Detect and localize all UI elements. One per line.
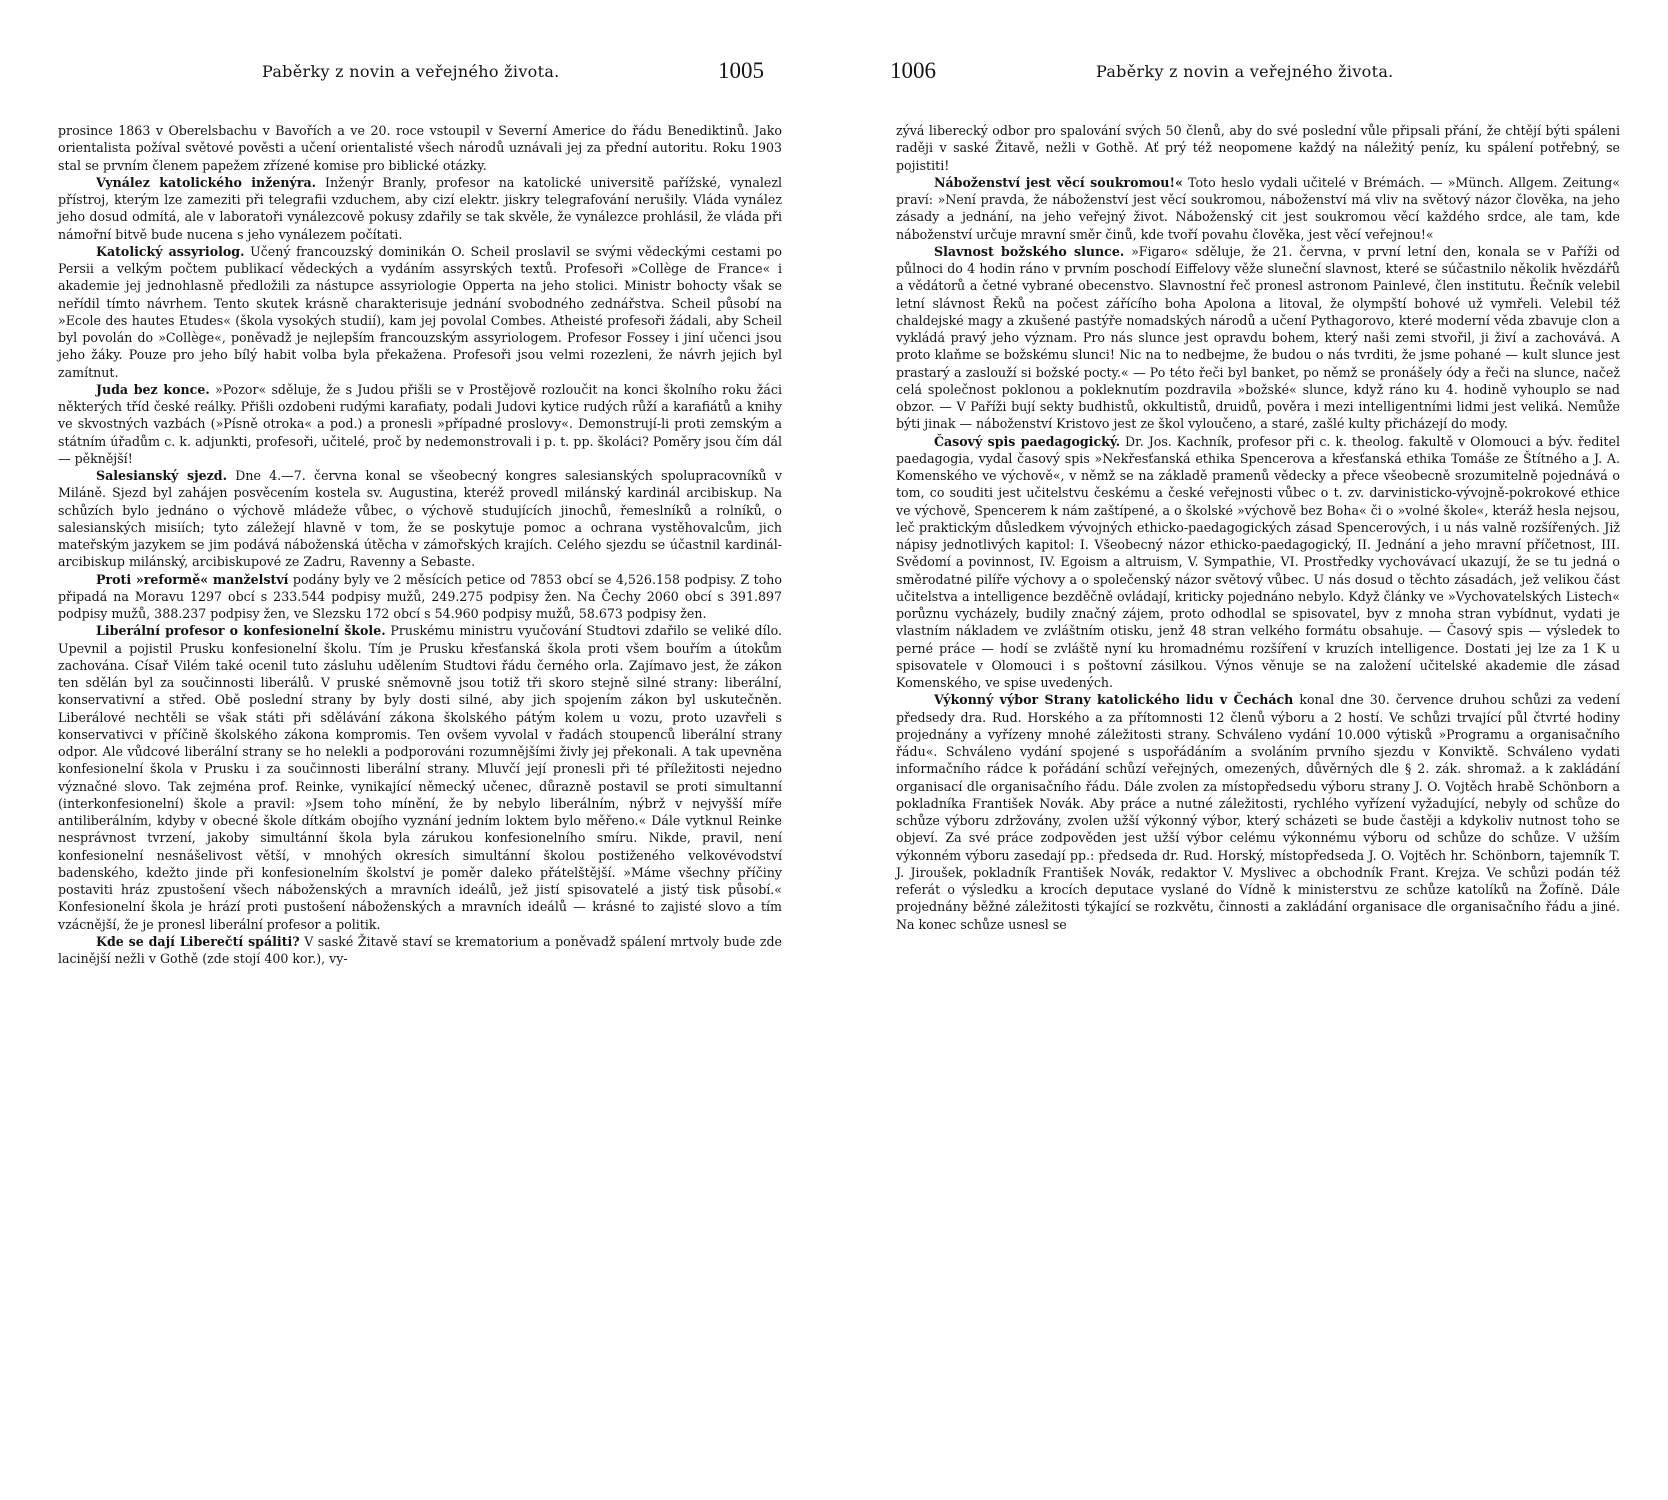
- running-head-left: Paběrky z novin a veřejného života.: [262, 62, 560, 81]
- article-paragraph: [58, 571, 782, 623]
- article-paragraph: [58, 933, 782, 968]
- article-paragraph: [896, 243, 1620, 433]
- article-paragraph: [58, 122, 782, 174]
- article-text: Dne 4.—7. června konal se všeobecný kongres salesianských spolupracovníků v Miláně. Sjezd byl zahájen posvěcením kostela sv. Augustina, kteréž provedl milánský kardinál arcibiskup. Na schůzích bylo jednáno o výchově mládeže vůbec, o výchově studujících jinochů, řemeslníků a rolníků, o salesianských misiích; tyto záležejí hlavně v tom, že se poskytuje pomoc a ochrana vystěhovalcům, jich mateřským jazykem se jim podává náboženská útěcha v zámořských krajích. Celého sjezdu se účastnil kardinál-arcibiskup milánský, arcibiskupové ze Zadru, Ravenny a Sebaste.: [58, 468, 782, 570]
- article-heading: Liberální profesor o konfesionelní škole.: [96, 623, 386, 639]
- article-paragraph: [58, 467, 782, 571]
- article-paragraph: [896, 691, 1620, 933]
- article-text: »Figaro« sděluje, že 21. června, v první letní den, konala se v Paříži od půlnoci do 4 hodin ráno v prvním poschodí Eiffelovy věže sluneční slavnost, které se súčastnilo několik hvězdářů a vědátorů a četné vybrané obecenstvo. Slavnostní řeč pronesl astronom Painlevé, člen institutu. Řečník velebil letní slávnost Řeků na počest zářícího boha Apolona a litoval, že olympští bohové už vymřeli. Velebil též chaldejské magy a zkušené pastýře nomadských národů a učení Pythagorovo, které moderní věda zbavuje clon a vykládá pravý jeho význam. Pro nás slunce jest opravdu bohem, který naši zemi stvořil, ji živí a zachovává. A proto klaňme se božskému slunci! Nic na to nedbejme, že budou o nás tvrditi, že jsme pohané — kult slunce jest prastarý a zaslouží si božské pocty.« — Po této řeči byl banket, po němž se pronášely ódy a řeči na slunce, načež celá společnost poklonou a pokleknutím pozdravila »božské« slunce, když ráno ku 4. hodině vyhouplo se nad obzor. — V Paříži bují sekty budhistů, okkultistů, druidů, pověra i mezi intelligentními lidmi jest veliká. Nemůže býti jinak — náboženství Kristovo jest ze škol vyloučeno, a staré, zašlé kulty přicházejí do mody.: [896, 243, 1620, 432]
- article-text: podány byly ve 2 měsících petice od 7853 obcí se 4,526.158 podpisy. Z toho připadá na Moravu 1297 obcí s 233.544 podpisy mužů, 249.275 podpisy žen. Na Čechy 2060 obcí s 391.897 podpisy mužů, 388.237 podpisy žen, ve Slezsku 172 obcí s 54.960 podpisy mužů, 58.673 podpisy žen.: [58, 571, 782, 621]
- article-heading: Salesianský sjezd.: [96, 468, 227, 483]
- article-heading: Juda bez konce.: [96, 381, 210, 397]
- article-text: Učený francouzský dominikán O. Scheil proslavil se svými vědeckými cestami po Persii a velkým počtem publikací vědeckých a vydáním assyrských textů. Profesoři »Collège de France« i akademie jej jednohlasně předložili za nástupce assyriologie Opperta na jeho stolici. Ministr bohocty však se neřídil tímto návrhem. Tento skutek krásně charakterisuje jednání svobodného zednářstva. Scheil působí na »Ecole des hautes Etudes« (škola vysokých studií), kam jej povolal Combes. Atheisté profesoři žádali, aby Scheil byl povolán do »Collège«, poněvadž je nejlepším francouzským assyriologem. Profesor Fossey i jiní učenci jsou jeho žáky. Pouze pro jeho bílý habit volba byla překažena. Profesoři jsou velmi rozezleni, že návrh jejich byl zamítnut.: [58, 243, 783, 380]
- article-text: konal dne 30. července druhou schůzi za vedení předsedy dra. Rud. Horského a za přítomnosti 12 členů výboru a 2 hostí. Ve schůzi trvající půl čtvrté hodiny projednány a vyřízeny mnohé záležitosti strany. Schváleno vydání 10.000 výtisků »Programu a organisačního řádu«. Schváleno vydání spojené s uspořádáním a svoláním prvního sjezdu v Konviktě. Schváleno vydati informačního rádce k pořádání schůzí veřejných, omezených, důvěrných dle § 2. zák. shromaž. a k zakládání organisací dle organisačního řádu. Dále zvolen za místopředsedu výboru strany J. O. Vojtěch hrabě Schönborn a pokladníka František Novák. Aby práce a nutné záležitosti, rychlého vyřízení vyžadující, nebyly od schůze do schůze výboru zdržovány, zvolen užší výkonný výbor, který scházeti se bude častěji a kdykoliv nutnost toho se objeví. Za své práce zodpověden jest užší výbor celému výkonnému výboru od schůze do schůze. V užším výkonném výboru zasedají pp.: předseda dr. Rud. Horský, místopředseda J. O. Vojtěch hr. Schönborn, tajemník T. J. Jiroušek, pokladník František Novák, redaktor V. Myslivec a obchodník Frant. Krejza. Ve schůzi podán též referát o výsledku a krocích deputace vyslané do Vídně k ministerstvu ze schůze katolíků na Žofíně. Dále projednány běžné záležitosti týkající se rozkvětu, činnosti a zakládání organisace dle organisačního řádu a jiné. Na konec schůze usnesl se: [896, 692, 1620, 932]
- article-heading: Vynález katolického inženýra.: [96, 174, 317, 190]
- running-head-right: Paběrky z novin a veřejného života.: [1096, 62, 1394, 81]
- article-text: prosince 1863 v Oberelsbachu v Bavořích a ve 20. roce vstoupil v Severní Americe do řádu Benediktinů. Jako orientalista požíval světové pověsti a učení orientalisté všech národů uznávali jej za přední autoritu. Roku 1903 stal se prvním členem papežem zřízené komise pro biblické otázky.: [58, 123, 782, 173]
- article-heading: Slavnost božského slunce.: [934, 243, 1125, 259]
- article-text: Toto heslo vydali učitelé v Brémách. — »Münch. Allgem. Zeitung« praví: »Není pravda, že náboženství jest věcí soukromou, náboženství má vliv na světový názor člověka, na jeho zásady a jednání, na jeho veřejný život. Náboženský cit jest soukromou věcí každého srdce, ale tam, kde náboženství určuje mravní směr činů, kde tvoří povahu člověka, jest věcí veřejnou!«: [896, 174, 1620, 242]
- article-text: Dr. Jos. Kachník, profesor při c. k. theolog. fakultě v Olomouci a býv. ředitel paedagogia, vydal časový spis »Nekřesťanská ethika Spencerova a křesťanská ethika Tomáše ze Štítného a J. A. Komenského ve výchově«, v němž se na základě pramenů vědecky a přece všeobecně srozumitelně pojednává o tom, co souditi jest učitelstvu českému a české veřejnosti vůbec o t. zv. darvinisticko-vývojně-pokrokové ethice ve výchově, Spencerem k nám zaštípené, a o školské »výchově bez Boha« či o »volné škole«, kteráž hesla nejsou, leč praktickým důsledkem vývojných ethicko-paedagogických zásad Spencerových, i u nás valně rozšířených. Již nápisy jednotlivých kapitol: I. Všeobecný názor ethicko-paedagogický, II. Jednání a jeho mravní příčetnost, III. Svědomí a povinnost, IV. Egoism a altruism, V. Sympathie, VI. Prostředky vychovávací ukazují, že se tu jedná o směrodatné pilíře výchovy a o společenský názor světový vůbec. U nás dosud o těchto zásadách, jež velikou část učitelstva a intelligence bezděčně ovládají, kriticky pojednáno nebylo. Když články ve »Vychovatelských Listech« porůznu vycházely, budily značný zájem, proto odhodlal se spisovatel, byv z mnoha stran vybídnut, vydati je vlastním nákladem ve zvláštním otisku, jenž 48 stran velkého formátu obsahuje. — Časový spis — výsledek to perné práce — hodí se zvláště nyní ku hromadnému rozšíření v kruzích intelligence. Dostati jej lze za 1 K u spisovatele v Olomouci i s poštovní zásilkou. Výnos věnuje se na založení učitelské akademie dle zásad Komenského, ve spise uvedených.: [896, 433, 1620, 690]
- article-heading: Katolický assyriolog.: [96, 243, 245, 259]
- article-heading: Proti »reformě« manželství: [96, 571, 289, 587]
- article-heading: Kde se dají Liberečtí spáliti?: [96, 933, 300, 949]
- article-text: V saské Žitavě staví se krematorium a poněvadž spálení mrtvoly bude zde lacinější nežli v Gothě (zde stojí 400 kor.), vy-: [58, 933, 782, 966]
- article-paragraph: [896, 174, 1620, 243]
- article-paragraph: [58, 243, 782, 381]
- article-paragraph: [896, 433, 1620, 692]
- article-paragraph: [58, 622, 782, 933]
- article-heading: Časový spis paedagogický.: [934, 433, 1121, 449]
- article-text: Pruskému ministru vyučování Studtovi zdařilo se veliké dílo. Upevnil a pojistil Prusku konfesionelní školu. Tím je Prusku křesťanská škola proti všem bouřím a útokům zachována. Císař Vilém také ocenil tuto zásluhu udělením Studtovi řádu černého orla. Zajímavo jest, že zákon ten sdělán byl za součinnosti liberálů. V pruské sněmovně jsou totiž tři skoro stejně silné strany: liberální, konservativní a střed. Obě poslední strany by byly dosti silné, aby jich spojením zákon byl uskutečněn. Liberálové nechtěli se však státi při sdělávání zákona školského pátým kolem u vozu, proto uzavřeli s konservativci v příčině školského zákona kompromis. Ten ovšem vyvolal v řadách stoupenců liberální strany odpor. Ale vůdcové liberální strany se ho nelekli a podporováni rozumnějšími živly jej překonali. A tak upevněna konfesionelní škola v Prusku i za součinnosti liberální strany. Mluvčí její pronesli při té příležitosti nejedno význačné slovo. Tak zejména prof. Reinke, vynikající německý učenec, důrazně postavil se proti simultanní (interkonfesionelní) škole a pravil: »Jsem toho mínění, že by nebylo liberálním, nýbrž v nejvyšší míře antiliberálním, kdyby v obecné škole dítkám obojího vyznání jedním loktem bylo měřeno.« Dále vytknul Reinke nesprávnost tvrzení, jakoby simultánní škola byla zárukou konfesionelního smíru. Nikde, pravil, není konfesionelní nesnášelivost větší, v mnohých okresích simultánní školou postiženého velkovévodství badenského, kdežto jinde při konfesionelním školství je poměr daleko přátelštější. »Máme všechny příčiny postaviti hráz zpustošení všech náboženských a mravních ideálů, jež jistí spisovatelé a jistý tisk působí.« Konfesionelní škola je hrází proti pustošení náboženských a mravních ideálů — krásné to zajisté slovo a tím vzácnější, že je pronesl liberální profesor a politik.: [58, 623, 782, 932]
- article-paragraph: [896, 122, 1620, 174]
- article-paragraph: [58, 381, 782, 467]
- article-paragraph: [58, 174, 782, 243]
- article-heading: Náboženství jest věcí soukromou!«: [934, 174, 1183, 190]
- article-heading: Výkonný výbor Strany katolického lidu v Čechách: [934, 692, 1294, 708]
- page-number-right: 1006: [890, 58, 936, 83]
- right-page-text: [896, 122, 1620, 933]
- article-text: Inženýr Branly, profesor na katolické universitě pařížské, vynalezl přístroj, kterým lze zameziti při telegrafii vzduchem, aby cizí elektr. jiskry telegrafování nerušily. Vláda vynález jeho dosud odmítá, ale v laboratoři vynálezcově pokusy zdařily se tak skvěle, že vynálezce prohlásil, že vláda při námořní bitvě bude nucena s jeho vynálezem počítati.: [58, 174, 782, 242]
- right-page: [834, 0, 1668, 1500]
- article-text: »Pozor« sděluje, že s Judou přišli se v Prostějově rozloučit na konci školního roku žáci některých tříd české reálky. Přišli ozdobeni rudými karafiaty, podali Judovi kytice rudých růží a karafiátů a knihy ve skvostných vazbách (»Písně otroka« a pod.) a pronesli »případné proslovy«. Demonstrují-li proti zemským a státním úřadům c. k. adjunkti, profesoři, učitelé, proč by nedemonstrovali i p. t. pp. školáci? Poměry jsou čím dál — pěknější!: [58, 381, 782, 466]
- left-page-text: [58, 122, 782, 967]
- article-text: zývá liberecký odbor pro spalování svých 50 členů, aby do své poslední vůle připsali přání, že chtějí býti spáleni raději v saské Žitavě, nežli v Gothě. Ať prý též neopomene každý na náležitý peníz, ku spálení potřebný, se pojistiti!: [896, 123, 1620, 173]
- page-number-left: 1005: [718, 58, 764, 83]
